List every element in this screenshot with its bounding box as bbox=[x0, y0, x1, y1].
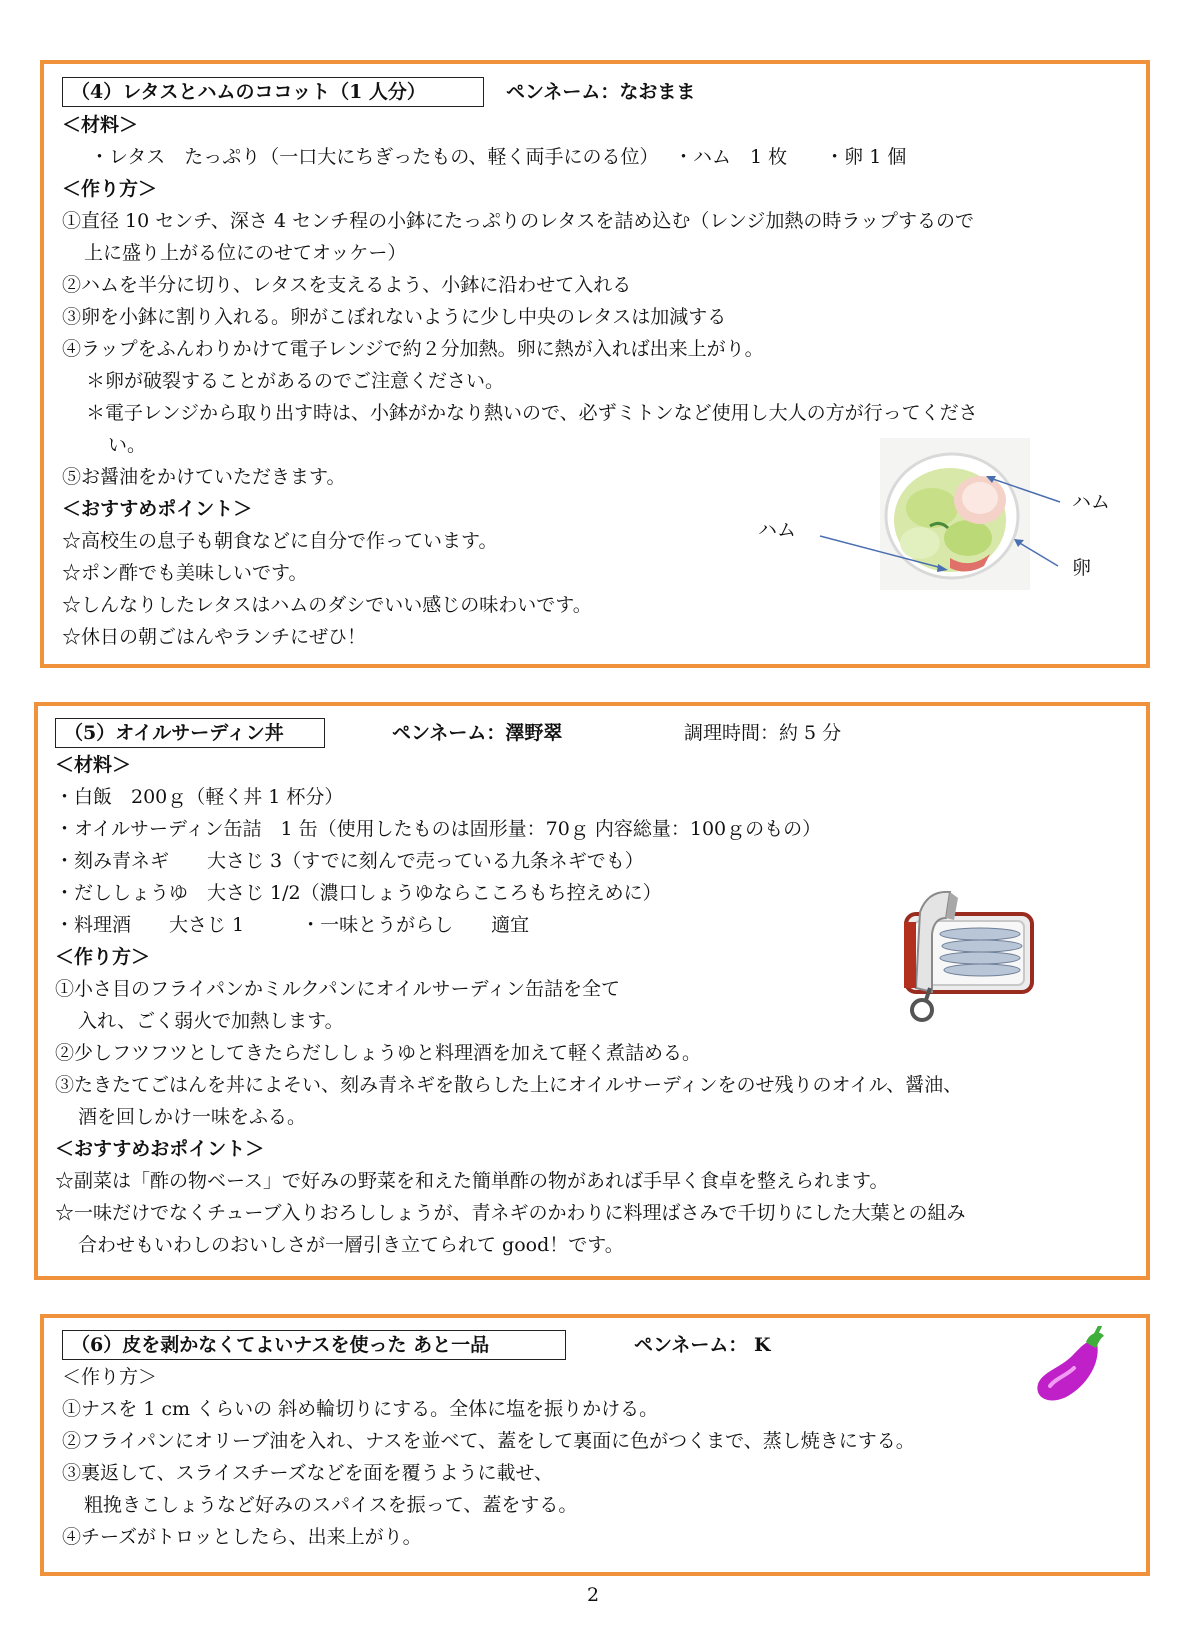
photo-arrows bbox=[800, 470, 1070, 580]
section-4-step: ⑤お醤油をかけていただきます。 bbox=[62, 466, 346, 488]
label-ham-left: ハム bbox=[758, 519, 797, 541]
section-6-penname: ペンネーム： K bbox=[634, 1334, 771, 1356]
section-6-method-heading: ＜作り方＞ bbox=[62, 1366, 158, 1388]
section-5-ingredient: ・だししょうゆ 大さじ 1/2（濃口しょうゆならこころもち控えめに） bbox=[55, 882, 662, 904]
section-4-method-heading: ＜作り方＞ bbox=[62, 178, 158, 200]
section-4-ingredients: ・レタス たっぷり（一口大にちぎったもの、軽く両手にのる位） ・ハム 1 枚 ・卵 1 個 bbox=[90, 146, 907, 168]
section-6-step: ④チーズがトロッとしたら、出来上がり。 bbox=[62, 1526, 422, 1548]
section-5-method-heading: ＜作り方＞ bbox=[55, 946, 151, 968]
section-4-step: 上に盛り上がる位にのせてオッケー） bbox=[84, 242, 407, 264]
section-5-ingredient: ・白飯 200ｇ（軽く丼 1 杯分） bbox=[55, 786, 344, 808]
section-4-point: ☆休日の朝ごはんやランチにぜひ！ bbox=[62, 626, 367, 648]
section-5-point: 合わせもいわしのおいしさが一層引き立てられて good！です。 bbox=[78, 1234, 624, 1256]
section-4-point: ☆しんなりしたレタスはハムのダシでいい感じの味わいです。 bbox=[62, 594, 592, 616]
section-6-step: ②フライパンにオリーブ油を入れ、ナスを並べて、蓋をして裏面に色がつくまで、蒸し焼きにする。 bbox=[62, 1430, 915, 1452]
section-5-step: ①小さ目のフライパンかミルクパンにオイルサーディン缶詰を全て bbox=[55, 978, 621, 1000]
section-4-point: ☆高校生の息子も朝食などに自分で作っています。 bbox=[62, 530, 498, 552]
section-5-step: ③たきたてごはんを丼によそい、刻み青ネギを散らした上にオイルサーディンをのせ残りのオイル、醤油、 bbox=[55, 1074, 963, 1096]
section-4-step: ③卵を小鉢に割り入れる。卵がこぼれないように少し中央のレタスは加減する bbox=[62, 306, 727, 328]
page-number: 2 bbox=[587, 1584, 600, 1606]
section-6-title: （6）皮を剥かなくてよいナスを使った あと一品 bbox=[62, 1330, 566, 1360]
section-5-title: （5）オイルサーディン丼 bbox=[55, 718, 325, 748]
section-4-point: ☆ポン酢でも美味しいです。 bbox=[62, 562, 308, 584]
section-5-ingredient: ・オイルサーディン缶詰 1 缶（使用したものは固形量：70ｇ 内容総量：100ｇのもの） bbox=[55, 818, 822, 840]
section-6-step: ①ナスを 1 cm くらいの 斜め輪切りにする。全体に塩を振りかける。 bbox=[62, 1398, 659, 1420]
eggplant-icon bbox=[1030, 1326, 1110, 1406]
section-6-step: 粗挽きこしょうなど好みのスパイスを振って、蓋をする。 bbox=[84, 1494, 578, 1516]
section-4-step: ②ハムを半分に切り、レタスを支えるよう、小鉢に沿わせて入れる bbox=[62, 274, 632, 296]
section-5-ingredients-heading: ＜材料＞ bbox=[55, 754, 132, 776]
section-5-point: ☆副菜は「酢の物ベース」で好みの野菜を和えた簡単酢の物があれば手早く食卓を整えられます。 bbox=[55, 1170, 889, 1192]
section-5-step: 入れ、ごく弱火で加熱します。 bbox=[78, 1010, 344, 1032]
label-ham-right: ハム bbox=[1072, 491, 1111, 513]
section-5-penname: ペンネーム：澤野翠 bbox=[392, 722, 563, 744]
section-4-title: （4）レタスとハムのココット（1 人分） bbox=[62, 77, 484, 107]
section-4-step: ④ラップをふんわりかけて電子レンジで約２分加熱。卵に熱が入れば出来上がり。 bbox=[62, 338, 764, 360]
sardine-can-illustration bbox=[898, 888, 1038, 1028]
label-egg: 卵 bbox=[1072, 557, 1092, 579]
section-5-step: ②少しフツフツとしてきたらだししょうゆと料理酒を加えて軽く煮詰める。 bbox=[55, 1042, 702, 1064]
section-5-time: 調理時間：約 5 分 bbox=[684, 722, 842, 744]
section-5-step: 酒を回しかけ一味をふる。 bbox=[78, 1106, 307, 1128]
section-5-point: ☆一味だけでなくチューブ入りおろししょうが、青ネギのかわりに料理ばさみで千切りにした大葉との組み bbox=[55, 1202, 966, 1224]
section-4-penname: ペンネーム：なおまま bbox=[506, 81, 696, 103]
section-5-points-heading: ＜おすすめおポイント＞ bbox=[55, 1138, 265, 1160]
section-5-ingredient: ・料理酒 大さじ 1 ・一味とうがらし 適宜 bbox=[55, 914, 530, 936]
section-5-ingredient: ・刻み青ネギ 大さじ 3（すでに刻んで売っている九条ネギでも） bbox=[55, 850, 644, 872]
section-4-ingredients-heading: ＜材料＞ bbox=[62, 114, 139, 136]
section-6-step: ③裏返して、スライスチーズなどを面を覆うように載せ、 bbox=[62, 1462, 553, 1484]
section-4-note: ＊電子レンジから取り出す時は、小鉢がかなり熱いので、必ずミトンなど使用し大人の方が行ってくださ bbox=[86, 402, 978, 424]
section-4-points-heading: ＜おすすめポイント＞ bbox=[62, 498, 253, 520]
section-4-note: ＊卵が破裂することがあるのでご注意ください。 bbox=[86, 370, 505, 392]
section-4-note: い。 bbox=[108, 434, 147, 456]
section-4-step: ①直径 10 センチ、深さ 4 センチ程の小鉢にたっぷりのレタスを詰め込む（レンジ加熱の時ラップするので bbox=[62, 210, 975, 232]
